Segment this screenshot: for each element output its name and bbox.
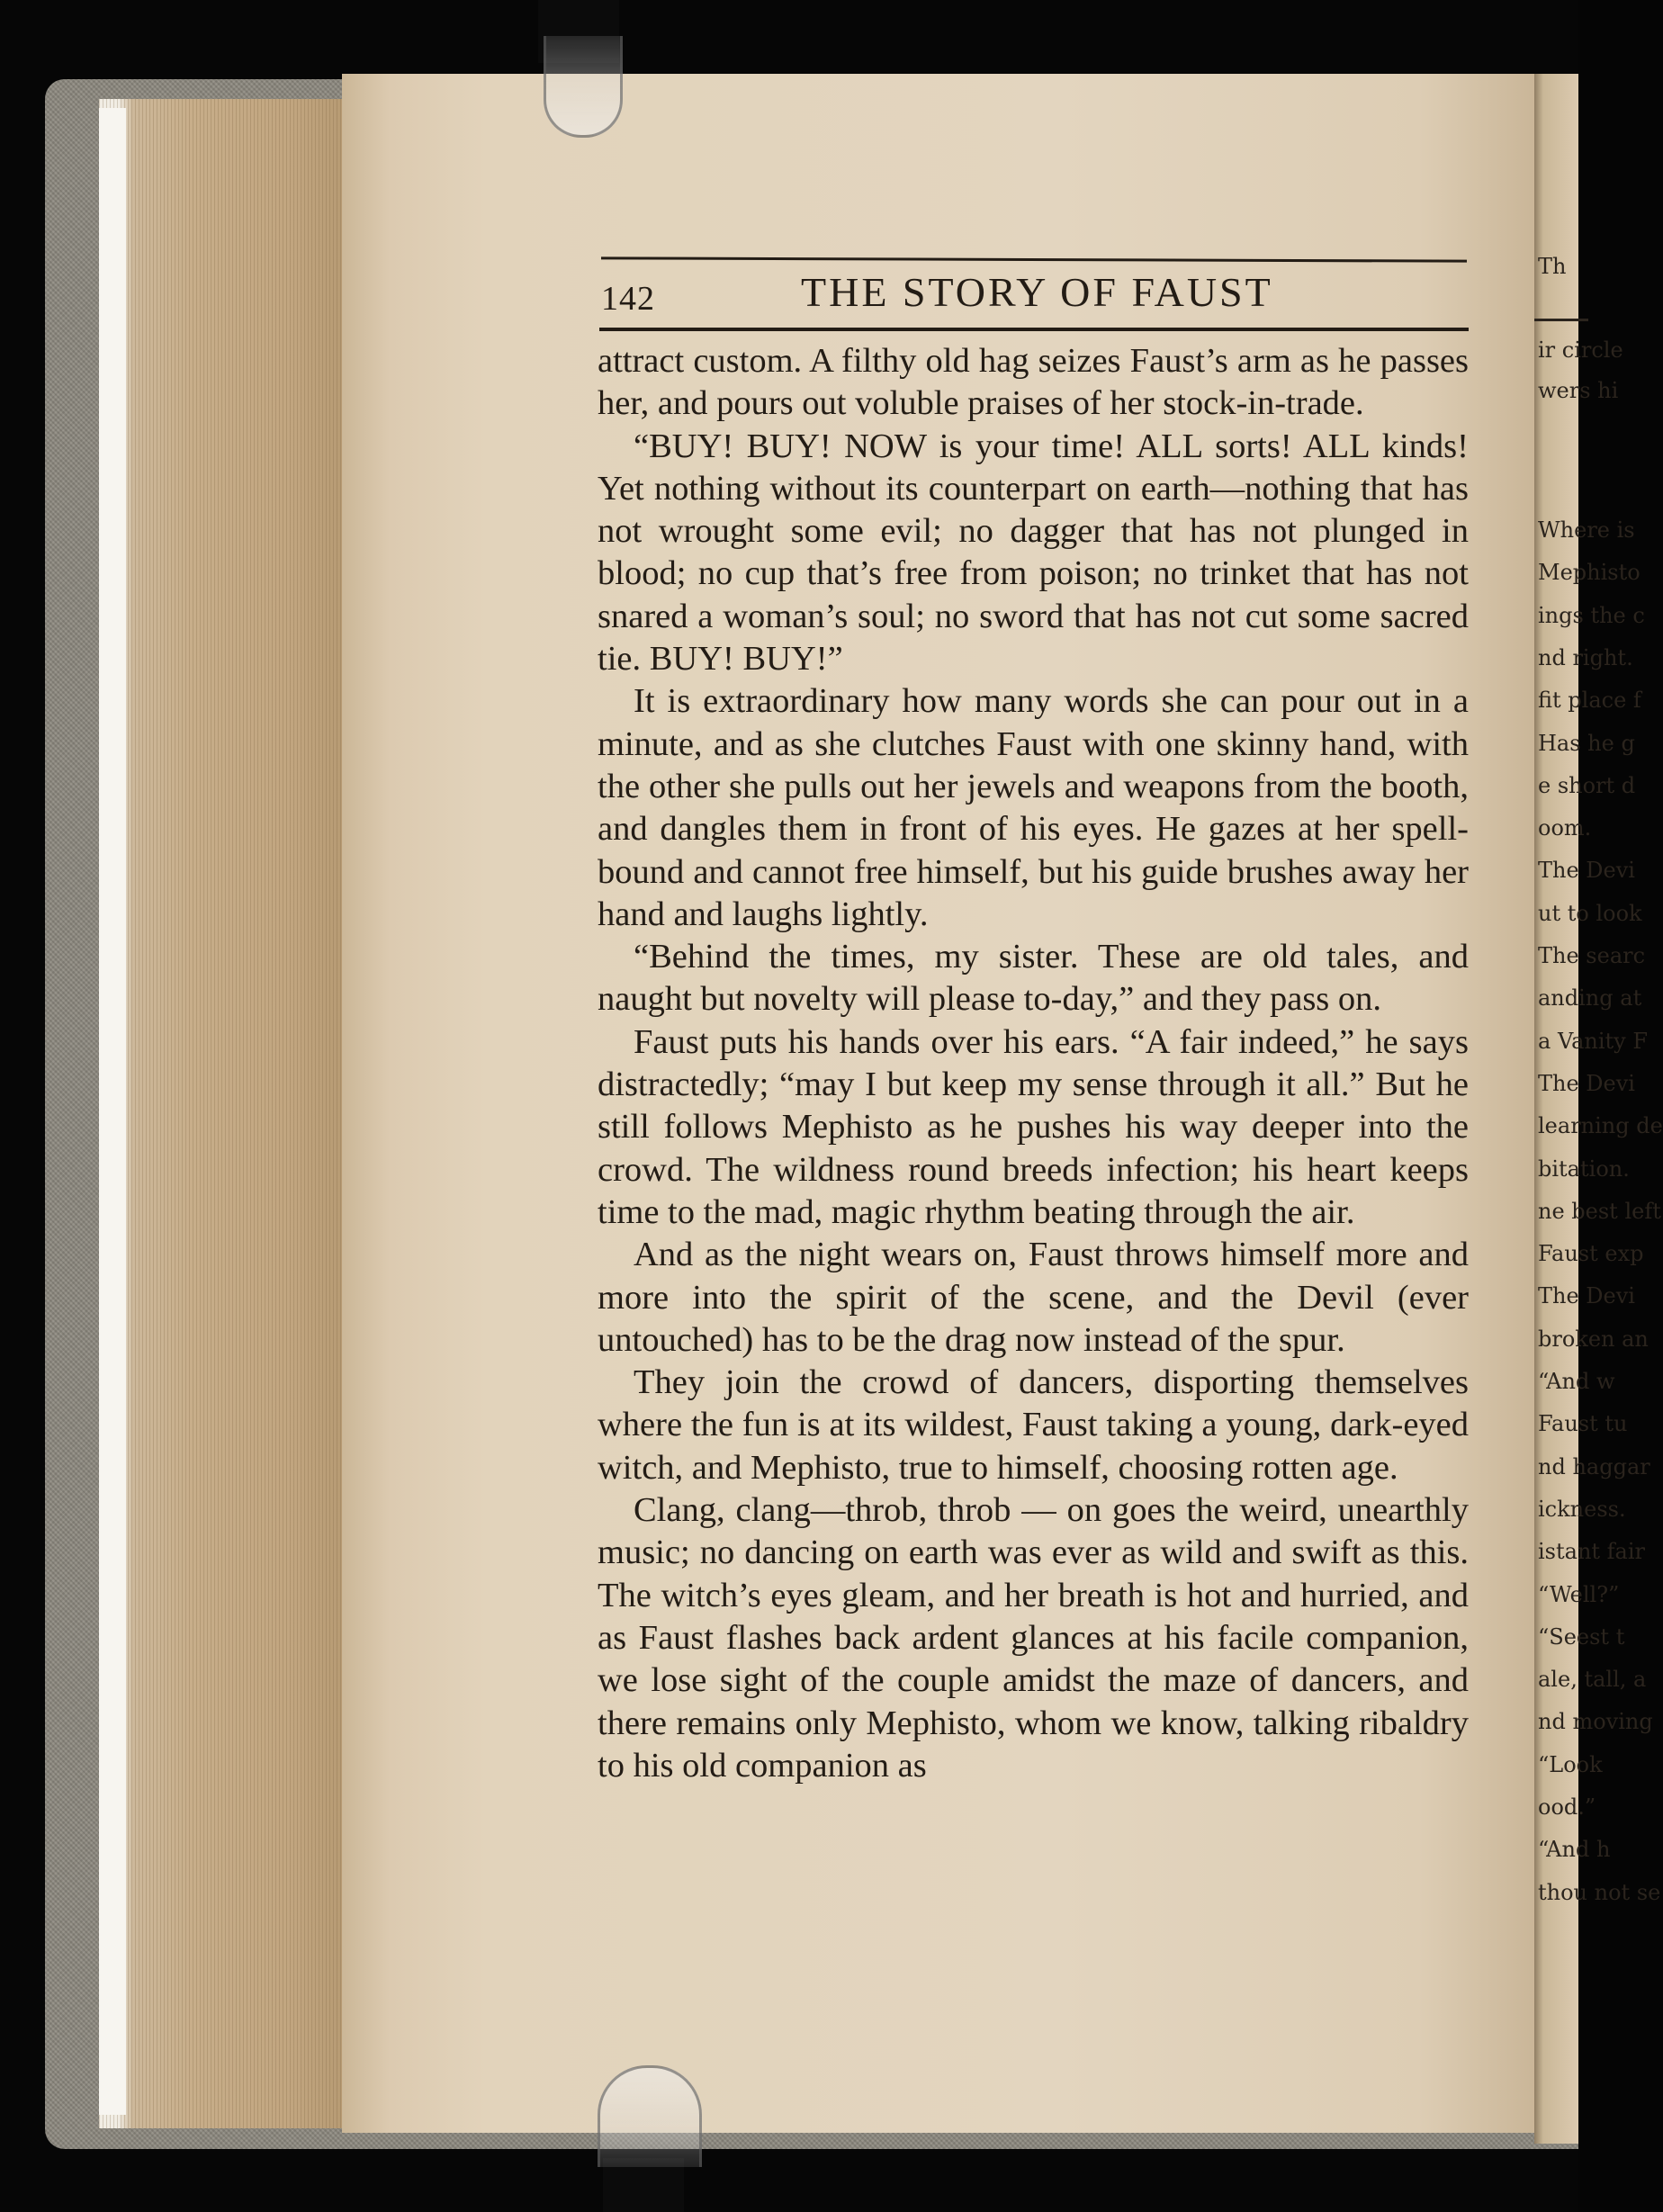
running-title: THE STORY OF FAUST [801,269,1273,315]
facing-page-line: oom. [1538,815,1592,841]
paragraph: And as the night wears on, Faust throws himself more and more into the spirit of the scene, and the Devil (ever untouched) has to be the drag now instead of the spur. [598,1236,1469,1359]
facing-page-line: ings the c [1538,602,1645,628]
facing-page-line: ale, tall, a [1538,1667,1647,1693]
facing-page-line: “Seest t [1538,1623,1625,1650]
facing-page-rule [1534,319,1588,321]
facing-page-line: Faust tu [1538,1411,1628,1437]
facing-page-line: broken an [1538,1326,1649,1352]
facing-page-line: e short d [1538,772,1636,798]
facing-page-line: a Vanity F [1538,1028,1648,1054]
paragraph: They join the crowd of dancers, disporting themselves where the fun is at its wildest, Faust taking a young, dark-eyed witch, and Mephisto, true to himself, choosing rotten age. [598,1363,1469,1487]
paragraph: “BUY! BUY! NOW is your time! ALL sorts! ALL kinds! Yet nothing without its counterpart on earth—nothing that has not wrought some evil; no dagger that has not plunged in blood; no cup that’s free from poison; no trinket that has not snared a woman’s soul; no sword that has not cut some sacred tie. BUY! BUY!” [598,427,1469,679]
page-clip-top [544,36,623,138]
facing-page-line: learning de [1538,1113,1663,1139]
facing-page-line: ood.” [1538,1794,1596,1820]
facing-page-line: Mephisto [1538,560,1641,586]
facing-page-line: nd haggar [1538,1453,1650,1479]
page-edges [99,99,342,2128]
facing-page-line: The Devi [1538,858,1635,884]
facing-page-line: Has he g [1538,730,1635,756]
facing-page-line: The searc [1538,943,1646,968]
facing-page-line: “Well?” [1538,1581,1620,1607]
paragraph: Clang, clang—throb, throb — on goes the weird, unearthly music; no dancing on earth was ever as wild and swift as this. The witch’s eyes gleam, and her breath is hot and hurried, and as Faust flashes back ardent glances at his facile companion, we lose sight of the couple amidst the maze of dancers, and there remains only Mephisto, whom we know, talking ribaldry to his old companion as [598,1491,1469,1785]
paragraph: It is extraordinary how many words she can pour out in a minute, and as she clutches Faust with one skinny hand, with the other she pulls out her jewels and weapons from the booth, and dangles them in front of his eyes. He gazes at her spell-bound and cannot free himself, but his guide brushes away her hand and laughs lightly. [598,682,1469,933]
facing-page-line: fit place f [1538,688,1641,714]
facing-page-line: Faust exp [1538,1241,1644,1267]
facing-page-line: The Devi [1538,1283,1635,1309]
page-number: 142 [601,280,655,318]
facing-page-line: thou not se [1538,1879,1661,1905]
facing-page-line: anding at [1538,985,1642,1012]
page-header [601,266,1467,324]
facing-page-line: Where is [1538,517,1635,543]
facing-page-line: ir circle [1538,337,1623,363]
facing-page-line: nd right. [1538,644,1633,670]
page-clip-bottom [598,2065,702,2167]
facing-page [1534,74,1663,2144]
facing-page-line: wers hi [1538,378,1619,403]
header-rule-bottom [599,328,1469,331]
facing-page-line: istant fair [1538,1539,1646,1565]
paragraph: “Behind the times, my sister. These are old tales, and naught but novelty will please to-day,” and they pass on. [598,938,1469,1019]
facing-page-line: ne best left [1538,1198,1661,1224]
facing-page-line: ut to look [1538,900,1642,926]
body-text [598,340,1469,1787]
facing-page-line: bitation. [1538,1155,1630,1182]
page-edge-highlight [99,108,126,2115]
facing-page-line: nd moving [1538,1709,1653,1735]
paragraph: Faust puts his hands over his ears. “A fair indeed,” he says distractedly; “may I but keep my sense through it all.” But he still follows Mephisto as he pushes his way deeper into the crowd. The wildness round breeds infection; his heart keeps time to the mad, magic rhythm beating through the air. [598,1022,1469,1231]
facing-page-line: “Look [1538,1751,1603,1777]
facing-page-line: The Devi [1538,1070,1635,1096]
facing-page-line: “And h [1538,1837,1611,1863]
facing-page-line: Th [1538,254,1567,279]
facing-page-line: “And w [1538,1369,1615,1394]
facing-page-line: ickness. [1538,1496,1626,1522]
paragraph: attract custom. A filthy old hag seizes Faust’s arm as he passes her, and pours out voluble praises of her stock-in-trade. [598,342,1469,423]
